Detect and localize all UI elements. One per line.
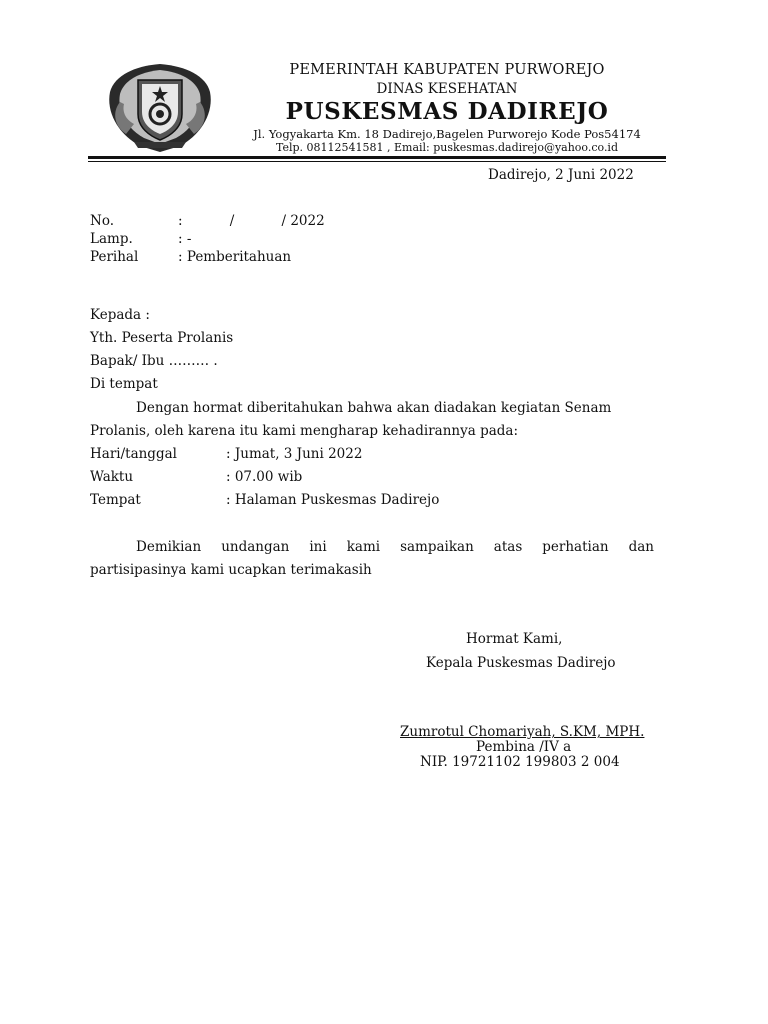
letterhead-government: PEMERINTAH KABUPATEN PURWOREJO [289,62,605,78]
letterhead-department: DINAS KESEHATAN [376,81,518,97]
attachment-label: Lamp. [90,231,133,247]
subject-value: : Pemberitahuan [178,249,292,265]
signature-nip: NIP. 19721102 199803 2 004 [420,754,620,770]
recipient-kepada: Kepada : [90,307,150,323]
letterhead-rule-thin [88,161,666,162]
closing-line2: partisipasinya kami ucapkan terimakasih [90,562,372,578]
date-label: Hari/tanggal [90,446,177,462]
letterhead-contact: Telp. 08112541581 , Email: puskesmas.dadirejo@yahoo.co.id [275,141,618,154]
body-paragraph-line2: Prolanis, oleh karena itu kami mengharap kehadirannya pada: [90,423,519,439]
letterhead-address: Jl. Yogyakarta Km. 18 Dadirejo,Bagelen Purworejo Kode Pos54174 [253,127,641,141]
time-label: Waktu [90,469,134,485]
time-value: : 07.00 wib [226,469,303,485]
letterhead-title: PUSKESMAS DADIREJO [285,98,609,125]
letter-date: Dadirejo, 2 Juni 2022 [488,167,634,183]
date-value: : Jumat, 3 Juni 2022 [226,446,363,462]
signature-greeting: Hormat Kami, [466,631,563,647]
letterhead-rule-thick [88,156,666,159]
body-paragraph-line1: Dengan hormat diberitahukan bahwa akan diadakan kegiatan Senam [136,400,612,416]
place-value: : Halaman Puskesmas Dadirejo [226,492,440,508]
signature-position: Kepala Puskesmas Dadirejo [426,655,616,671]
subject-label: Perihal [90,249,139,265]
kabupaten-emblem-logo [104,62,216,154]
recipient-yth: Yth. Peserta Prolanis [90,330,234,346]
recipient-name: Bapak/ Ibu ……… . [90,353,218,369]
place-label: Tempat [90,492,141,508]
number-label: No. [90,213,114,229]
recipient-place: Di tempat [90,376,158,392]
number-value: : / / 2022 [178,213,325,229]
closing-line1: Demikian undangan ini kami sampaikan atas perhatian dan [136,539,654,555]
signature-rank: Pembina /IV a [476,739,572,755]
signature-name: Zumrotul Chomariyah, S.KM, MPH. [400,724,645,740]
attachment-value: : - [178,231,192,247]
